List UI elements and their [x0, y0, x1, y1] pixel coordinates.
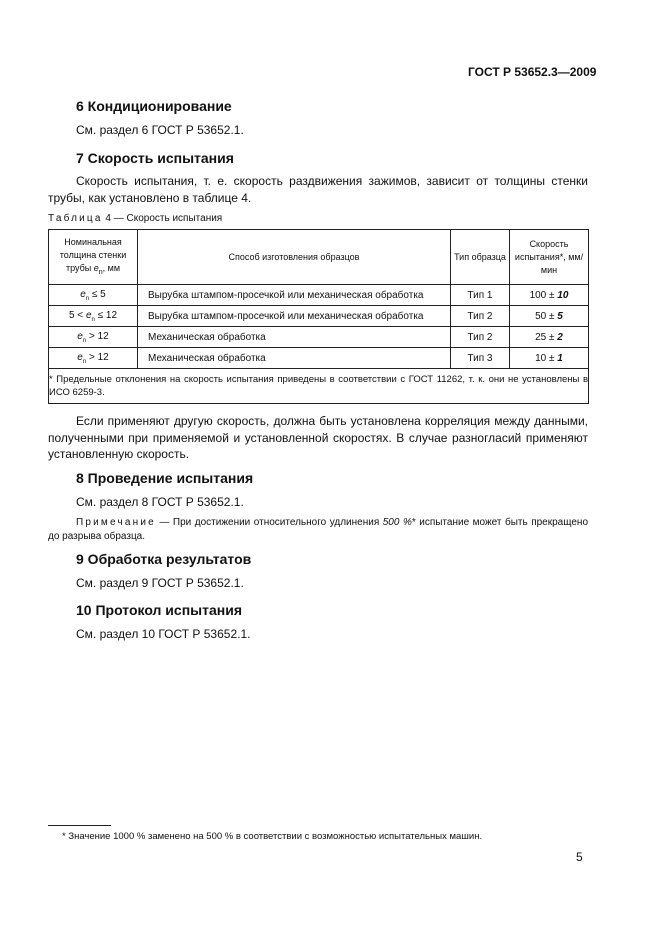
cell-speed: 100 ± 10: [510, 285, 589, 306]
cell-type: Тип 2: [451, 327, 510, 348]
table-row: [49, 285, 589, 306]
cell-type: Тип 1: [451, 285, 510, 306]
table-row: [49, 348, 589, 369]
section-10-title: 10 Протокол испытания: [76, 602, 242, 618]
header-thickness: Номинальная толщина стенки трубы $e_n$, мм: [49, 230, 138, 285]
table-caption: [48, 213, 222, 224]
cell-method: Вырубка штампом-просечкой или механическая обработка: [138, 306, 451, 327]
section-8-note: Примечание — При достижении относительного удлинения 500 %* испытание может быть прекращено до разрыва образца.: [48, 517, 588, 542]
document-code: ГОСТ Р 53652.3—2009: [468, 65, 597, 79]
table-footnote: * Предельные отклонения на скорость испытания приведены в соответствии с ГОСТ 11262, т. к. они не установлены в ИСО 6259-3.: [49, 369, 589, 404]
section-6-text: См. раздел 6 ГОСТ Р 53652.1.: [76, 123, 244, 137]
note-value: 500 %: [382, 517, 412, 528]
cell-speed: 25 ± 2: [510, 327, 589, 348]
table-header-row: [49, 230, 589, 285]
header-type: Тип образца: [451, 230, 510, 285]
cell-speed: 50 ± 5: [510, 306, 589, 327]
section-9-text: См. раздел 9 ГОСТ Р 53652.1.: [76, 576, 244, 590]
section-8-text: См. раздел 8 ГОСТ Р 53652.1.: [76, 495, 244, 509]
cell-type: Тип 3: [451, 348, 510, 369]
section-7-text: Скорость испытания, т. е. скорость раздвижения зажимов, зависит от толщины стенки трубы, как установлено в таблице 4.: [48, 174, 588, 205]
cell-thickness: $e_n > 12$: [49, 327, 138, 348]
table-row: [49, 306, 589, 327]
table-caption-label: Таблица: [48, 213, 103, 224]
cell-thickness: $e_n \le 5$: [49, 285, 138, 306]
page-number: 5: [576, 850, 583, 864]
cell-method: Вырубка штампом-просечкой или механическая обработка: [138, 285, 451, 306]
header-speed: Скорость испытания*, мм/мин: [510, 230, 589, 285]
section-7-title: 7 Скорость испытания: [76, 150, 234, 166]
section-9-title: 9 Обработка результатов: [76, 551, 252, 567]
cell-speed: 10 ± 1: [510, 348, 589, 369]
cell-method: Механическая обработка: [138, 327, 451, 348]
header-method: Способ изготовления образцов: [138, 230, 451, 285]
page-footnote: * Значение 1000 % заменено на 500 % в соответствии с возможностью испытательных машин.: [62, 831, 483, 842]
section-10-text: См. раздел 10 ГОСТ Р 53652.1.: [76, 627, 251, 641]
note-label: Примечание: [76, 517, 156, 528]
table-footnote-row: [49, 369, 589, 404]
speed-table: [48, 229, 589, 404]
section-8-title: 8 Проведение испытания: [76, 470, 254, 486]
footnote-divider: [48, 825, 111, 826]
paragraph-after-table: Если применяют другую скорость, должна быть установлена корреляция между данными, полученными при применяемой и установленной скоростях. В случае разногласий применяют установленную скорость.: [48, 414, 588, 461]
cell-type: Тип 2: [451, 306, 510, 327]
section-6-title: 6 Кондиционирование: [76, 98, 232, 114]
cell-thickness: $5 < e_n \le 12$: [49, 306, 138, 327]
table-caption-title: 4 — Скорость испытания: [105, 213, 223, 224]
table-row: [49, 327, 589, 348]
cell-method: Механическая обработка: [138, 348, 451, 369]
cell-thickness: $e_n > 12$: [49, 348, 138, 369]
